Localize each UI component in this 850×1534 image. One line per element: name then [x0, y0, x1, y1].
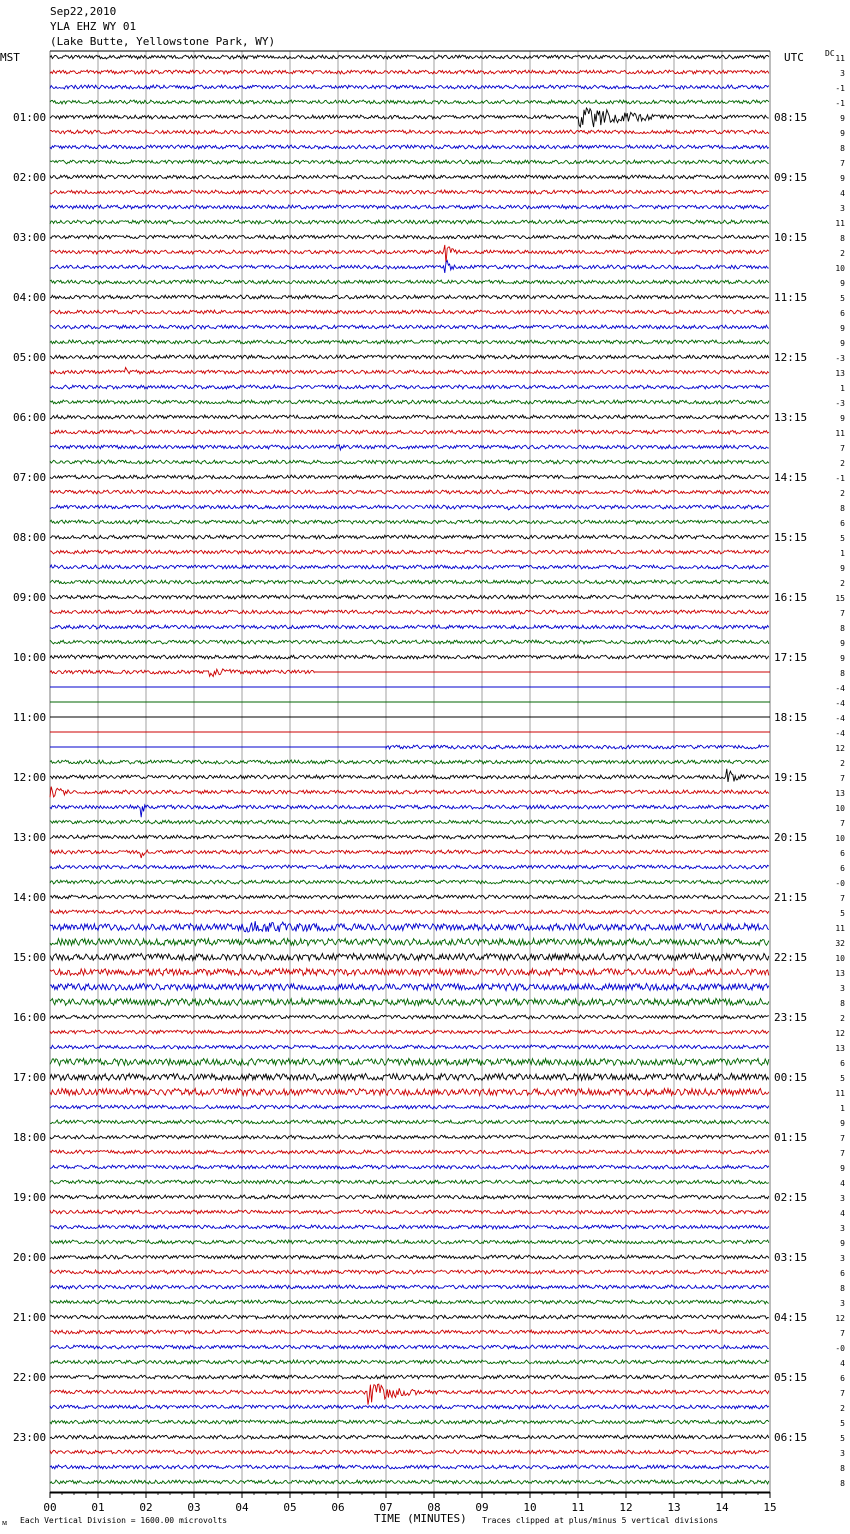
trace-row: [50, 130, 769, 134]
right-hour-label: 21:15: [774, 891, 808, 904]
x-tick-label: 09: [475, 1501, 489, 1514]
dc-offset-label: 8: [840, 144, 845, 153]
dc-offset-label: 6: [840, 1374, 845, 1383]
dc-offset-label: 10: [835, 264, 845, 273]
left-hour-label: 15:00: [13, 951, 47, 964]
left-hour-label: 18:00: [13, 1131, 47, 1144]
left-hour-label: 05:00: [13, 351, 47, 364]
dc-offset-label: -1: [835, 84, 845, 93]
x-tick-label: 08: [427, 1501, 441, 1514]
trace-row: [50, 1345, 769, 1349]
dc-offset-label: 9: [840, 279, 845, 288]
trace-row: [50, 1225, 769, 1229]
dc-offset-label: 5: [840, 1074, 845, 1083]
trace-row: [50, 820, 769, 824]
trace-row: [50, 1405, 769, 1409]
left-hour-label: 16:00: [13, 1011, 47, 1024]
trace-row: [50, 1073, 769, 1080]
trace-row: [50, 921, 769, 932]
left-hour-label: 12:00: [13, 771, 47, 784]
dc-offset-label: 8: [840, 669, 845, 678]
dc-offset-label: -3: [835, 399, 845, 408]
trace-row: [50, 325, 769, 329]
dc-offset-label: 8: [840, 624, 845, 633]
dc-offset-label: -4: [835, 714, 845, 723]
trace-row: [50, 787, 769, 798]
left-hour-label: 01:00: [13, 111, 47, 124]
dc-offset-label: 2: [840, 759, 845, 768]
trace-row: [50, 910, 769, 914]
dc-offset-label: 12: [835, 1029, 845, 1038]
dc-offset-label: 2: [840, 489, 845, 498]
trace-row: [50, 340, 769, 344]
dc-offset-label: 5: [840, 1419, 845, 1428]
trace-row: [50, 310, 769, 314]
dc-offset-label: 6: [840, 1059, 845, 1068]
right-hour-label: 23:15: [774, 1011, 808, 1024]
dc-offset-label: 8: [840, 1464, 845, 1473]
dc-offset-label: 9: [840, 1164, 845, 1173]
x-tick-label: 12: [619, 1501, 633, 1514]
dc-offset-label: 9: [840, 1119, 845, 1128]
right-hour-label: 16:15: [774, 591, 808, 604]
trace-row: [50, 1285, 769, 1289]
dc-offset-label: 7: [840, 609, 845, 618]
trace-row: [50, 969, 769, 976]
dc-offset-label: 11: [835, 54, 845, 63]
right-hour-label: 15:15: [774, 531, 808, 544]
dc-offset-label: 8: [840, 1479, 845, 1488]
dc-offset-label: 9: [840, 324, 845, 333]
dc-offset-label: 2: [840, 249, 845, 258]
dc-offset-label: 7: [840, 159, 845, 168]
right-hour-label: 22:15: [774, 951, 808, 964]
trace-row: [50, 1088, 769, 1095]
trace-row: [50, 295, 769, 299]
trace-row: [50, 1135, 769, 1139]
dc-offset-label: -0: [835, 1344, 845, 1353]
trace-row: [50, 1270, 769, 1274]
trace-row: [50, 190, 769, 194]
right-hour-label: 13:15: [774, 411, 808, 424]
dc-offset-label: 6: [840, 519, 845, 528]
x-tick-label: 15: [763, 1501, 777, 1514]
dc-offset-label: 12: [835, 1314, 845, 1323]
dc-offset-label: 13: [835, 1044, 845, 1053]
trace-row: [50, 998, 769, 1005]
trace-row: [50, 953, 769, 960]
dc-offset-label: 9: [840, 114, 845, 123]
trace-row: [50, 100, 769, 104]
x-tick-label: 07: [379, 1501, 393, 1514]
right-hour-label: 00:15: [774, 1071, 808, 1084]
trace-row: [50, 205, 769, 209]
dc-offset-label: 8: [840, 999, 845, 1008]
dc-offset-label: 9: [840, 129, 845, 138]
trace-row: [50, 1030, 769, 1034]
trace-row: [50, 1120, 769, 1124]
x-axis-title: TIME (MINUTES): [374, 1512, 467, 1525]
right-hour-label: 11:15: [774, 291, 808, 304]
x-tick-label: 06: [331, 1501, 345, 1514]
right-hour-label: 18:15: [774, 711, 808, 724]
trace-row: [50, 475, 769, 479]
dc-offset-label: 7: [840, 1149, 845, 1158]
trace-row: [50, 367, 769, 374]
trace-row: [50, 1165, 769, 1169]
trace-row: [50, 625, 769, 629]
trace-row: [50, 880, 769, 884]
trace-row: [50, 1195, 769, 1199]
trace-row: [50, 610, 769, 614]
right-hour-label: 03:15: [774, 1251, 808, 1264]
dc-offset-label: 3: [840, 204, 845, 213]
trace-row: [50, 1465, 769, 1469]
dc-offset-label: 9: [840, 639, 845, 648]
left-hour-label: 11:00: [13, 711, 47, 724]
dc-offset-label: 3: [840, 1194, 845, 1203]
left-hour-label: 07:00: [13, 471, 47, 484]
trace-row: [50, 1150, 769, 1154]
dc-offset-label: 9: [840, 339, 845, 348]
trace-row: [50, 640, 769, 644]
trace-row: [50, 70, 769, 74]
dc-offset-label: 6: [840, 309, 845, 318]
dc-offset-label: 13: [835, 789, 845, 798]
trace-row: [50, 415, 769, 419]
dc-offset-label: -1: [835, 99, 845, 108]
dc-offset-label: 10: [835, 954, 845, 963]
trace-row: [50, 984, 769, 991]
trace-row: [50, 280, 769, 284]
left-hour-label: 21:00: [13, 1311, 47, 1324]
dc-offset-label: -4: [835, 684, 845, 693]
dc-offset-label: 4: [840, 1209, 845, 1218]
trace-row: [50, 85, 769, 89]
trace-row: [50, 1384, 769, 1405]
trace-row: [50, 55, 769, 59]
dc-offset-label: -4: [835, 699, 845, 708]
dc-offset-label: 3: [840, 1254, 845, 1263]
trace-row: [50, 1375, 769, 1379]
dc-offset-label: 11: [835, 924, 845, 933]
left-hour-label: 17:00: [13, 1071, 47, 1084]
trace-row: [50, 1480, 769, 1484]
trace-row: [50, 175, 769, 179]
trace-row: [50, 490, 769, 494]
location-label: (Lake Butte, Yellowstone Park, WY): [50, 35, 276, 48]
trace-row: [50, 535, 769, 539]
right-hour-label: 17:15: [774, 651, 808, 664]
trace-row: [50, 865, 769, 869]
dc-offset-label: 6: [840, 864, 845, 873]
dc-offset-label: -0: [835, 879, 845, 888]
dc-offset-label: 13: [835, 369, 845, 378]
dc-offset-label: 9: [840, 1239, 845, 1248]
right-hour-label: 19:15: [774, 771, 808, 784]
dc-offset-label: 11: [835, 219, 845, 228]
right-hour-label: 06:15: [774, 1431, 808, 1444]
trace-row: [50, 355, 769, 359]
dc-offset-label: 12: [835, 744, 845, 753]
right-hour-label: 05:15: [774, 1371, 808, 1384]
x-tick-label: 14: [715, 1501, 729, 1514]
dc-offset-label: 9: [840, 654, 845, 663]
dc-offset-label: 8: [840, 1284, 845, 1293]
left-hour-label: 13:00: [13, 831, 47, 844]
dc-offset-label: 5: [840, 534, 845, 543]
trace-row: [50, 769, 769, 782]
right-hour-label: 20:15: [774, 831, 808, 844]
trace-row: [50, 1360, 769, 1364]
trace-row: [50, 850, 769, 858]
trace-row: [50, 160, 769, 164]
dc-offset-label: 7: [840, 774, 845, 783]
left-hour-label: 20:00: [13, 1251, 47, 1264]
left-timezone-label: MST: [0, 51, 20, 64]
trace-row: [50, 745, 769, 749]
dc-offset-label: 10: [835, 804, 845, 813]
dc-offset-label: 3: [840, 1224, 845, 1233]
trace-row: [50, 595, 769, 599]
left-hour-label: 14:00: [13, 891, 47, 904]
corner-mark: ᴍ: [2, 1518, 8, 1527]
dc-offset-label: 2: [840, 579, 845, 588]
dc-offset-label: 5: [840, 909, 845, 918]
dc-offset-label: -3: [835, 354, 845, 363]
trace-row: [50, 550, 769, 554]
left-hour-label: 19:00: [13, 1191, 47, 1204]
dc-offset-label: 7: [840, 1389, 845, 1398]
dc-offset-label: 5: [840, 294, 845, 303]
trace-row: [50, 565, 769, 569]
right-hour-label: 10:15: [774, 231, 808, 244]
trace-row: [50, 145, 769, 149]
right-hour-label: 08:15: [774, 111, 808, 124]
dc-offset-label: 8: [840, 504, 845, 513]
dc-offset-label: 1: [840, 384, 845, 393]
x-tick-label: 13: [667, 1501, 681, 1514]
dc-offset-label: 3: [840, 69, 845, 78]
dc-offset-label: 9: [840, 414, 845, 423]
dc-offset-header: DC: [825, 49, 835, 58]
trace-row: [50, 1058, 769, 1065]
seismic-traces: [50, 55, 770, 1484]
x-tick-label: 02: [139, 1501, 153, 1514]
dc-offset-label: 2: [840, 1014, 845, 1023]
trace-row: [50, 1045, 769, 1049]
left-hour-label: 03:00: [13, 231, 47, 244]
trace-row: [50, 895, 769, 899]
trace-row: [50, 220, 769, 224]
trace-row: [50, 400, 769, 404]
dc-offset-labels: [835, 54, 845, 1488]
trace-row: [50, 385, 769, 389]
trace-row: [50, 805, 769, 817]
left-hour-labels: [13, 111, 46, 1444]
left-hour-label: 22:00: [13, 1371, 47, 1384]
trace-row: [50, 835, 769, 839]
x-tick-label: 00: [43, 1501, 57, 1514]
trace-row: [50, 1435, 769, 1439]
trace-row: [50, 1330, 769, 1334]
dc-offset-label: 3: [840, 1449, 845, 1458]
dc-offset-label: 7: [840, 444, 845, 453]
right-timezone-label: UTC: [784, 51, 804, 64]
left-hour-label: 23:00: [13, 1431, 47, 1444]
dc-offset-label: 13: [835, 969, 845, 978]
dc-offset-label: 8: [840, 234, 845, 243]
dc-offset-label: 11: [835, 429, 845, 438]
trace-row: [50, 235, 769, 239]
dc-offset-label: 7: [840, 1329, 845, 1338]
dc-offset-label: 3: [840, 1299, 845, 1308]
trace-row: [50, 1300, 769, 1304]
trace-row: [50, 445, 769, 450]
trace-row: [50, 505, 769, 510]
right-hour-label: 04:15: [774, 1311, 808, 1324]
dc-offset-label: 10: [835, 834, 845, 843]
trace-row: [50, 938, 769, 945]
dc-offset-label: 4: [840, 189, 845, 198]
dc-offset-label: 11: [835, 1089, 845, 1098]
trace-row: [50, 669, 770, 677]
right-hour-labels: [774, 111, 807, 1444]
trace-row: [50, 1255, 769, 1259]
trace-row: [50, 1450, 769, 1454]
dc-offset-label: 4: [840, 1359, 845, 1368]
dc-offset-label: 9: [840, 564, 845, 573]
station-label: YLA EHZ WY 01: [50, 20, 137, 33]
trace-row: [50, 1315, 769, 1319]
dc-offset-label: 6: [840, 1269, 845, 1278]
right-hour-label: 12:15: [774, 351, 808, 364]
trace-row: [50, 460, 769, 464]
right-hour-label: 09:15: [774, 171, 808, 184]
dc-offset-label: -4: [835, 729, 845, 738]
dc-offset-label: 1: [840, 1104, 845, 1113]
dc-offset-label: 9: [840, 174, 845, 183]
trace-row: [50, 245, 769, 264]
dc-offset-label: 7: [840, 1134, 845, 1143]
trace-row: [50, 1105, 769, 1109]
dc-offset-label: 5: [840, 1434, 845, 1443]
left-hour-label: 09:00: [13, 591, 47, 604]
trace-row: [50, 430, 769, 434]
dc-offset-label: 15: [835, 594, 845, 603]
trace-row: [50, 261, 769, 273]
right-hour-label: 02:15: [774, 1191, 808, 1204]
dc-offset-label: 6: [840, 849, 845, 858]
dc-offset-label: 7: [840, 894, 845, 903]
x-tick-label: 04: [235, 1501, 249, 1514]
left-hour-label: 06:00: [13, 411, 47, 424]
division-note: Each Vertical Division = 1600.00 microvolts: [20, 1516, 228, 1525]
trace-row: [50, 1180, 769, 1184]
trace-row: [50, 520, 769, 524]
trace-row: [50, 760, 769, 764]
left-hour-label: 02:00: [13, 171, 47, 184]
date-label: Sep22,2010: [50, 5, 117, 18]
x-tick-label: 01: [91, 1501, 105, 1514]
trace-row: [50, 1015, 769, 1019]
x-tick-label: 11: [571, 1501, 585, 1514]
trace-row: [50, 108, 769, 127]
dc-offset-label: 2: [840, 1404, 845, 1413]
dc-offset-label: 1: [840, 549, 845, 558]
x-axis: [43, 1492, 776, 1514]
x-tick-label: 05: [283, 1501, 297, 1514]
dc-offset-label: 32: [835, 939, 845, 948]
trace-row: [50, 1240, 769, 1244]
dc-offset-label: 3: [840, 984, 845, 993]
trace-row: [50, 1210, 769, 1214]
x-tick-label: 03: [187, 1501, 201, 1514]
dc-offset-label: 2: [840, 459, 845, 468]
dc-offset-label: 7: [840, 819, 845, 828]
left-hour-label: 10:00: [13, 651, 47, 664]
dc-offset-label: 4: [840, 1179, 845, 1188]
trace-row: [50, 580, 769, 584]
dc-offset-label: -1: [835, 474, 845, 483]
x-tick-label: 10: [523, 1501, 537, 1514]
right-hour-label: 14:15: [774, 471, 808, 484]
trace-row: [50, 655, 769, 659]
right-hour-label: 01:15: [774, 1131, 808, 1144]
left-hour-label: 08:00: [13, 531, 47, 544]
left-hour-label: 04:00: [13, 291, 47, 304]
trace-row: [50, 1420, 769, 1424]
clip-note: Traces clipped at plus/minus 5 vertical divisions: [482, 1516, 719, 1525]
